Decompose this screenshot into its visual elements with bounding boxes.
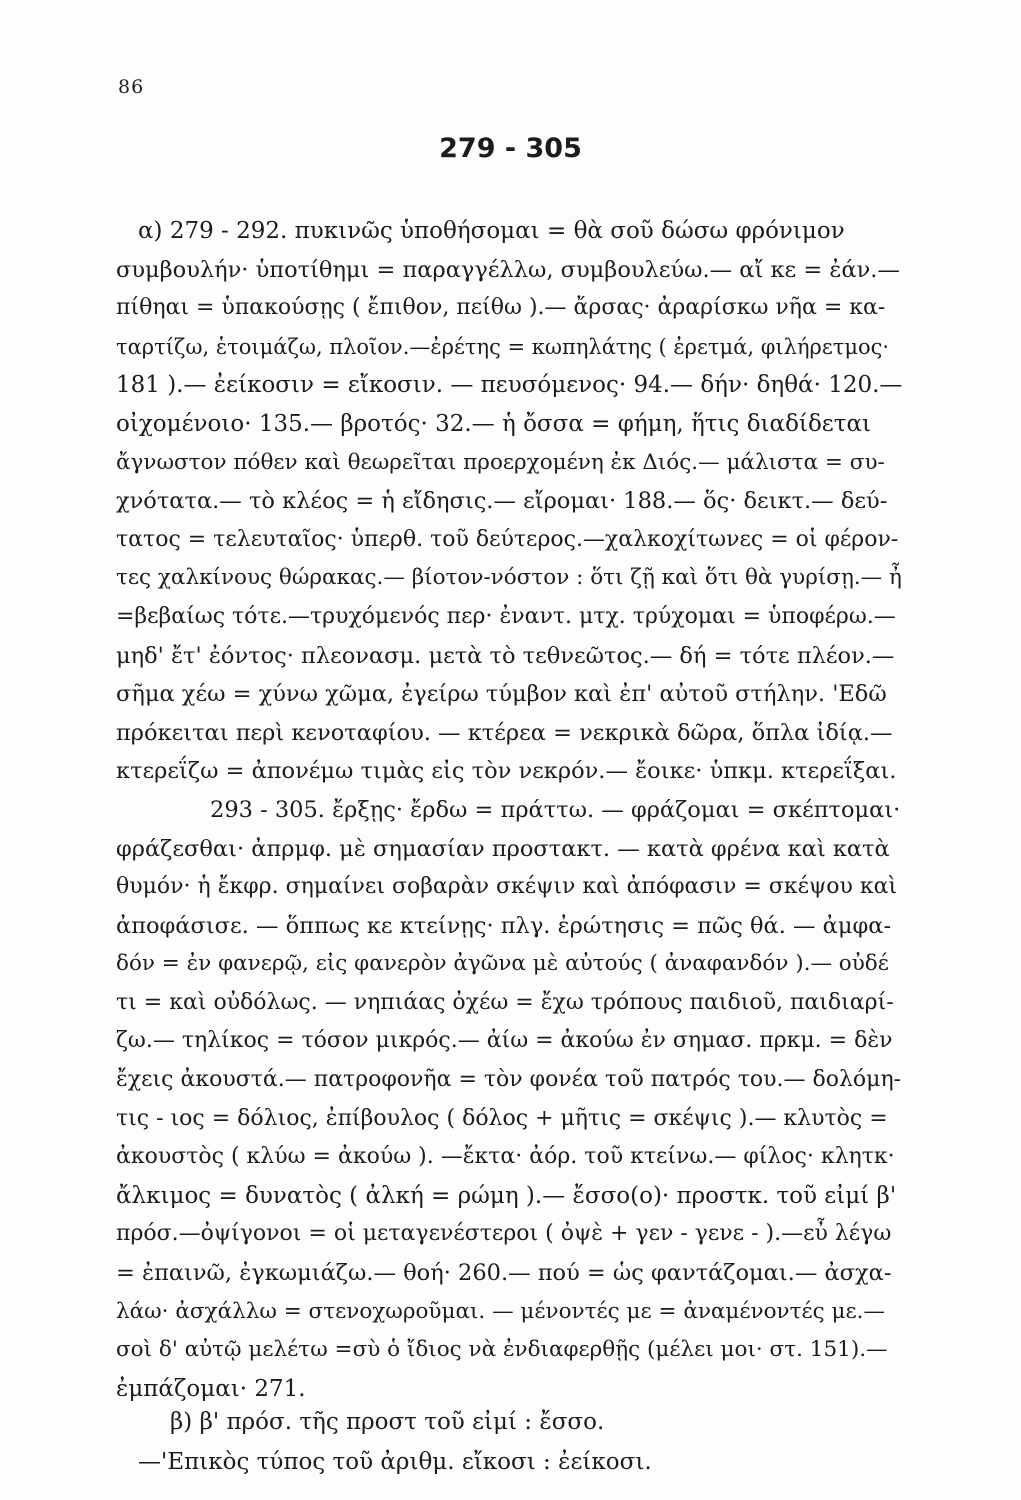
commentary-footer: [116, 1402, 902, 1482]
text-line: ζω.— τηλίκος = τόσον μικρός.— ἀίω = ἀκούω ἐν σημασ. πρκμ. = δὲν: [116, 1028, 893, 1054]
text-line: ταρτίζω, ἑτοιμάζω, πλοῖον.—ἐρέτης = κωπηλάτης ( ἐρετμά, φιλήρετμος·: [116, 334, 890, 359]
text-line: πρόσ.—ὀψίγονοι = οἱ μεταγενέστεροι ( ὀψὲ + γεν - γενε - ).—εὖ λέγω: [116, 1221, 892, 1247]
text-line: μηδ' ἔτ' ἐόντος· πλεονασμ. μετὰ τὸ τεθνεῶτος.— δή = τότε πλέον.—: [116, 642, 895, 669]
text-line: τατος = τελευταῖος· ὑπερθ. τοῦ δεύτερος.—χαλκοχίτωνες = οἱ φέρον-: [116, 526, 899, 552]
text-line: 293 - 305. ἔρξῃς· ἔρδω = πράττω. — φράζομαι = σκέπτομαι·: [210, 796, 901, 823]
text-line: πρόκειται περὶ κενοταφίου. — κτέρεα = νεκρικὰ δῶρα, ὅπλα ἰδίᾳ.—: [116, 719, 893, 746]
footer-line: —'Επικὸς τύπος τοῦ ἀριθμ. εἴκοσι : ἐείκοσι.: [138, 1449, 652, 1475]
text-line: συμβουλήν· ὑποτίθημι = παραγγέλλω, συμβουλεύω.— αἴ κε = ἐάν.—: [116, 256, 900, 283]
text-line: τις - ιος = δόλιος, ἐπίβουλος ( δόλος + μῆτις = σκέψις ).— κλυτὸς =: [116, 1105, 888, 1131]
text-line: τι = καὶ οὐδόλως. — νηπιάας ὀχέω = ἔχω τρόπους παιδιοῦ, παιδιαρί-: [116, 989, 894, 1015]
text-line: ἔχεις ἀκουστά.— πατροφονῆα = τὸν φονέα τοῦ πατρός του.— δολόμη-: [116, 1067, 902, 1093]
text-line: ἀποφάσισε. — ὅππως κε κτείνῃς· πλγ. ἐρώτησις = πῶς θά. — ἀμφα-: [116, 912, 892, 939]
footer-line: β) β' πρόσ. τῆς προστ τοῦ εἰμί : ἔσσο.: [170, 1409, 605, 1435]
commentary-body: [116, 212, 902, 1408]
text-line: 181 ).— ἐείκοσιν = εἴκοσιν. — πευσόμενος· 94.— δήν· δηθά· 120.—: [116, 372, 903, 399]
text-line: = ἐπαινῶ, ἐγκωμιάζω.— θοή· 260.— πού = ὡς φαντάζομαι.— ἀσχα-: [116, 1260, 892, 1287]
text-line: α) 279 - 292. πυκινῶς ὑποθήσομαι = θὰ σοῦ δώσω φρόνιμον: [138, 218, 845, 244]
text-line: δόν = ἐν φανερῷ, εἰς φανερὸν ἀγῶνα μὲ αὐτούς ( ἀναφανδόν ).— οὐδέ: [116, 951, 889, 977]
text-line: χνότατα.— τὸ κλέος = ἡ εἴδησις.— εἴρομαι· 188.— ὅς· δεικτ.— δεύ-: [116, 488, 888, 515]
text-line: φράζεσθαι· ἀπρμφ. μὲ σημασίαν προστακτ. — κατὰ φρένα καὶ κατὰ: [116, 835, 890, 862]
text-line: λάω· ἀσχάλλω = στενοχωροῦμαι. — μένοντές με = ἀναμένοντές με.—: [116, 1298, 885, 1324]
section-heading: 279 - 305: [439, 133, 582, 164]
text-line: ἄλκιμος = δυνατὸς ( ἀλκή = ρώμη ).— ἔσσο(ο)· προστκ. τοῦ εἰμί β': [116, 1182, 897, 1209]
text-line: τες χαλκίνους θώρακας.— βίοτον-νόστον : ὅτι ζῇ καὶ ὅτι θὰ γυρίσῃ.— ἦ: [116, 565, 902, 591]
text-line: πίθηαι = ὑπακούσῃς ( ἔπιθον, πείθω ).— ἄρσας· ἀραρίσκω νῆα = κα-: [116, 295, 886, 321]
text-line: ἄγνωστον πόθεν καὶ θεωρεῖται προερχομένη ἐκ Διός.— μάλιστα = συ-: [116, 449, 885, 475]
text-line: σῆμα χέω = χύνω χῶμα, ἐγείρω τύμβον καὶ ἐπ' αὐτοῦ στήλην. 'Εδῶ: [116, 681, 887, 708]
page-number: 86: [118, 76, 145, 98]
text-line: =βεβαίως τότε.—τρυχόμενός περ· ἐναντ. μτχ. τρύχομαι = ὑποφέρω.—: [116, 603, 896, 629]
text-line: κτερεΐζω = ἀπονέμω τιμὰς εἰς τὸν νεκρόν.— ἔοικε· ὑπκμ. κτερεΐξαι.: [116, 758, 897, 785]
text-line: θυμόν· ἡ ἔκφρ. σημαίνει σοβαρὰν σκέψιν καὶ ἀπόφασιν = σκέψου καὶ: [116, 874, 898, 900]
text-line: οἰχομένοιο· 135.— βροτός· 32.— ἡ ὄσσα = φήμη, ἥτις διαδίδεται: [116, 410, 871, 437]
text-line: σοὶ δ' αὐτῷ μελέτω =σὺ ὁ ἴδιος νὰ ἐνδιαφερθῇς (μέλει μοι· στ. 151).—: [116, 1337, 888, 1363]
text-line: ἐμπάζομαι· 271.: [116, 1375, 306, 1402]
text-line: ἀκουστὸς ( κλύω = ἀκούω ). —ἔκτα· ἀόρ. τοῦ κτείνω.— φίλος· κλητκ·: [116, 1144, 895, 1170]
